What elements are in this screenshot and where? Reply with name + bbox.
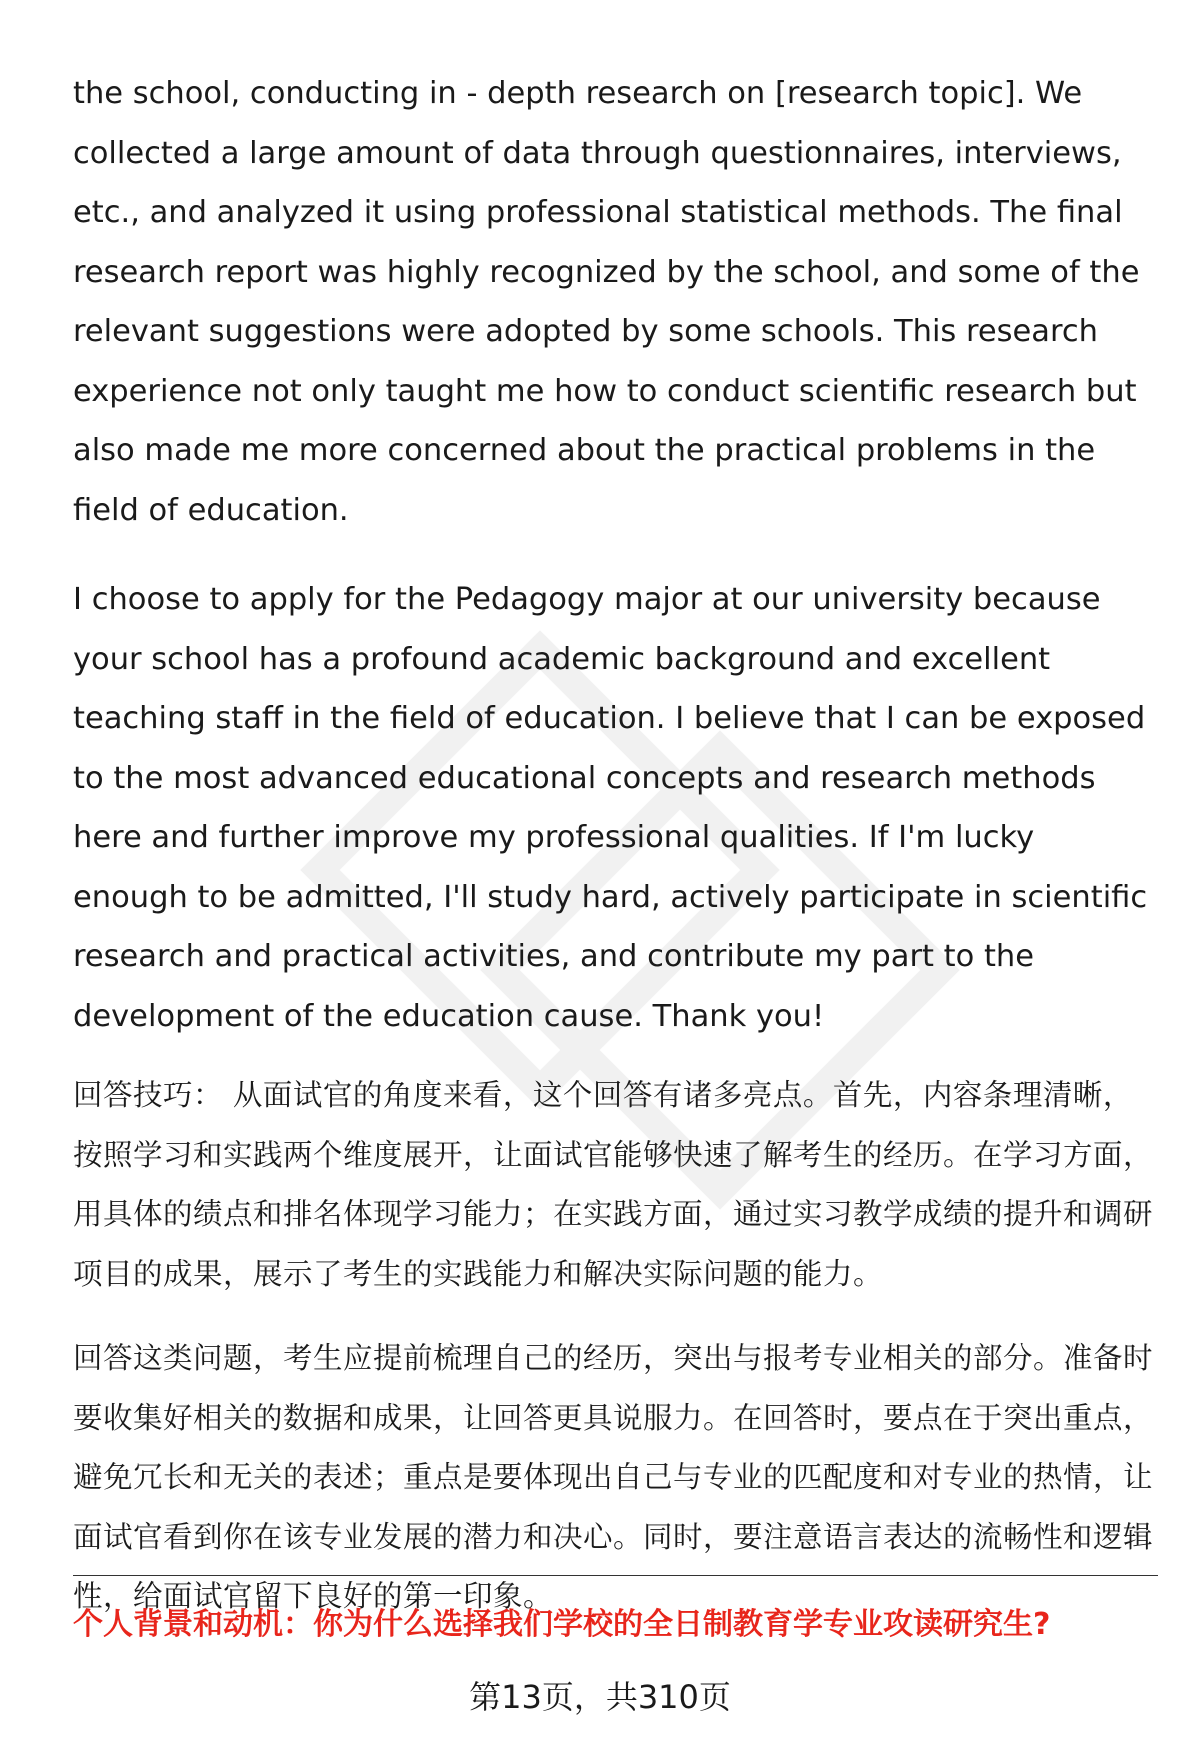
document-body xyxy=(73,64,1158,1627)
paragraph-answer-tips: 回答技巧： 从面试官的角度来看，这个回答有诸多亮点。首先，内容条理清晰，按照学习和实践两个维度展开，让面试官能够快速了解考生的经历。在学习方面，用具体的绩点和排名体现学习能力；在实践方面，通过实习教学成绩的提升和调研项目的成果，展示了考生的实践能力和解决实际问题的能力。 xyxy=(73,1078,1154,1291)
paragraph-research-experience: the school, conducting in - depth research on [research topic]. We collected a large amount of data through questionnaires, interviews, etc., and analyzed it using professional statistical methods. The final research report was highly recognized by the school, and some of the relevant suggestions were adopted by some schools. This research experience not only taught me how to conduct scientific research but also made me more concerned about the practical problems in the field of education. xyxy=(73,76,1140,528)
page-number: 第13页，共310页 xyxy=(469,1678,731,1716)
paragraph-motivation: I choose to apply for the Pedagogy major at our university because your school has a profound academic background and excellent teaching staff in the field of education. I believe that I can be exposed to the most advanced educational concepts and research methods here and further improve my professional qualities. If I'm lucky enough to be admitted, I'll study hard, actively participate in scientific research and practical activities, and contribute my part to the development of the education cause. Thank you! xyxy=(73,582,1148,1034)
section-divider xyxy=(73,1575,1158,1576)
paragraph-answer-advice: 回答这类问题，考生应提前梳理自己的经历，突出与报考专业相关的部分。准备时要收集好相关的数据和成果，让回答更具说服力。在回答时，要点在于突出重点，避免冗长和无关的表述；重点是要体现出自己与专业的匹配度和对专业的热情，让面试官看到你在该专业发展的潜力和决心。同时，要注意语言表达的流畅性和逻辑性，给面试官留下良好的第一印象。 xyxy=(73,1341,1154,1613)
section-heading: 个人背景和动机：你为什么选择我们学校的全日制教育学专业攻读研究生? xyxy=(73,1607,1051,1642)
